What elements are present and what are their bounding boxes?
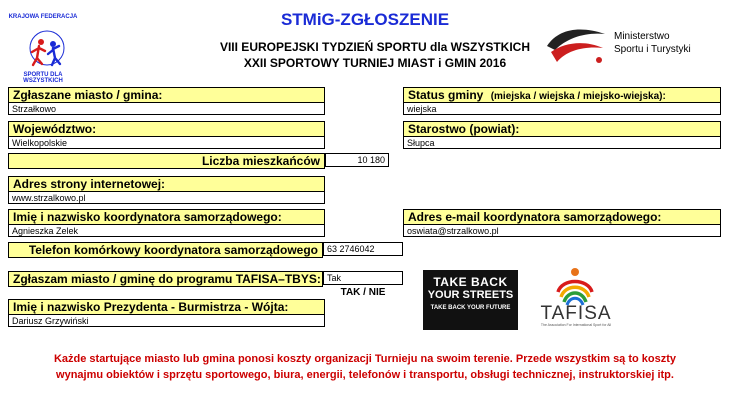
ministry-name-line2: Sportu i Turystyki <box>614 44 691 55</box>
page-title: STMiG-ZGŁOSZENIE <box>280 10 450 29</box>
subtitle-event: VIII EUROPEJSKI TYDZIEŃ SPORTU dla WSZYSTKICH <box>219 40 531 54</box>
telefon-field[interactable]: 63 2746042 <box>323 242 403 256</box>
status-label <box>403 87 721 103</box>
tbys-line2: YOUR STREETS <box>427 289 514 301</box>
federation-logo <box>12 14 82 80</box>
wojewodztwo-field[interactable]: Wielkopolskie <box>8 137 325 149</box>
koordynator-label: Imię i nazwisko koordynatora samorządowego: <box>8 209 325 225</box>
starostwo-label: Starostwo (powiat): <box>403 121 721 137</box>
subtitle-tournament: XXII SPORTOWY TURNIEJ MIAST i GMIN 2016 <box>243 56 507 70</box>
federation-name-top: KRAJOWA FEDERACJA <box>8 14 78 20</box>
tbys-line3: TAKE BACK YOUR FUTURE <box>430 305 511 311</box>
email-field[interactable]: oswiata@strzalkowo.pl <box>403 225 721 237</box>
ministry-name-line1: Ministerstwo <box>614 31 670 42</box>
koordynator-field[interactable]: Agnieszka Zelek <box>8 225 325 237</box>
ministry-wave-icon <box>545 24 607 70</box>
tafisa-hint: TAK / NIE <box>340 287 386 298</box>
www-field[interactable]: www.strzalkowo.pl <box>8 192 325 204</box>
prezydent-field[interactable]: Dariusz Grzywiński <box>8 315 325 327</box>
liczba-label: Liczba mieszkańców <box>8 153 325 169</box>
miasto-label: Zgłaszane miasto / gmina: <box>8 87 325 103</box>
tbys-logo <box>423 270 518 330</box>
footer-note-line2: wynajmu obiektów i sprzętu sportowego, biura, energii, telefonów i transportu, obsługi technicznej, instruktorskiej itp. <box>56 369 674 381</box>
tafisa-name: TAFISA <box>540 303 612 324</box>
ministry-emblem <box>545 24 607 70</box>
starostwo-field[interactable]: Słupca <box>403 137 721 149</box>
federation-name-bottom: SPORTU DLA WSZYSTKICH <box>23 72 63 84</box>
wojewodztwo-label: Województwo: <box>8 121 325 137</box>
telefon-label: Telefon komórkowy koordynatora samorządowego <box>8 242 323 258</box>
footer-note-line1: Każde startujące miasto lub gmina ponosi koszty organizacji Turnieju na swoim terenie. Przede wszystkim są to koszty <box>53 353 677 365</box>
miasto-field[interactable]: Strzałkowo <box>8 103 325 115</box>
tafisa-field[interactable]: Tak <box>323 271 403 285</box>
federation-emblem-icon <box>12 14 82 80</box>
tafisa-tagline: The Association For International Sport for All <box>540 323 612 327</box>
prezydent-label: Imię i nazwisko Prezydenta - Burmistrza - Wójta: <box>8 299 325 315</box>
email-label: Adres e-mail koordynatora samorządowego: <box>403 209 721 225</box>
tbys-line1: TAKE BACK <box>433 275 508 289</box>
tafisa-label: Zgłaszam miasto / gminę do programu TAFISA–TBYS: <box>8 271 323 287</box>
status-label-text: Status gminy <box>408 88 484 102</box>
tafisa-emblem <box>552 266 598 306</box>
liczba-field[interactable]: 10 180 <box>325 153 389 167</box>
status-hint: (miejska / wiejska / miejsko-wiejska): <box>490 91 666 102</box>
tafisa-ribbons-icon <box>552 266 598 306</box>
www-label: Adres strony internetowej: <box>8 176 325 192</box>
status-field[interactable]: wiejska <box>403 103 721 115</box>
